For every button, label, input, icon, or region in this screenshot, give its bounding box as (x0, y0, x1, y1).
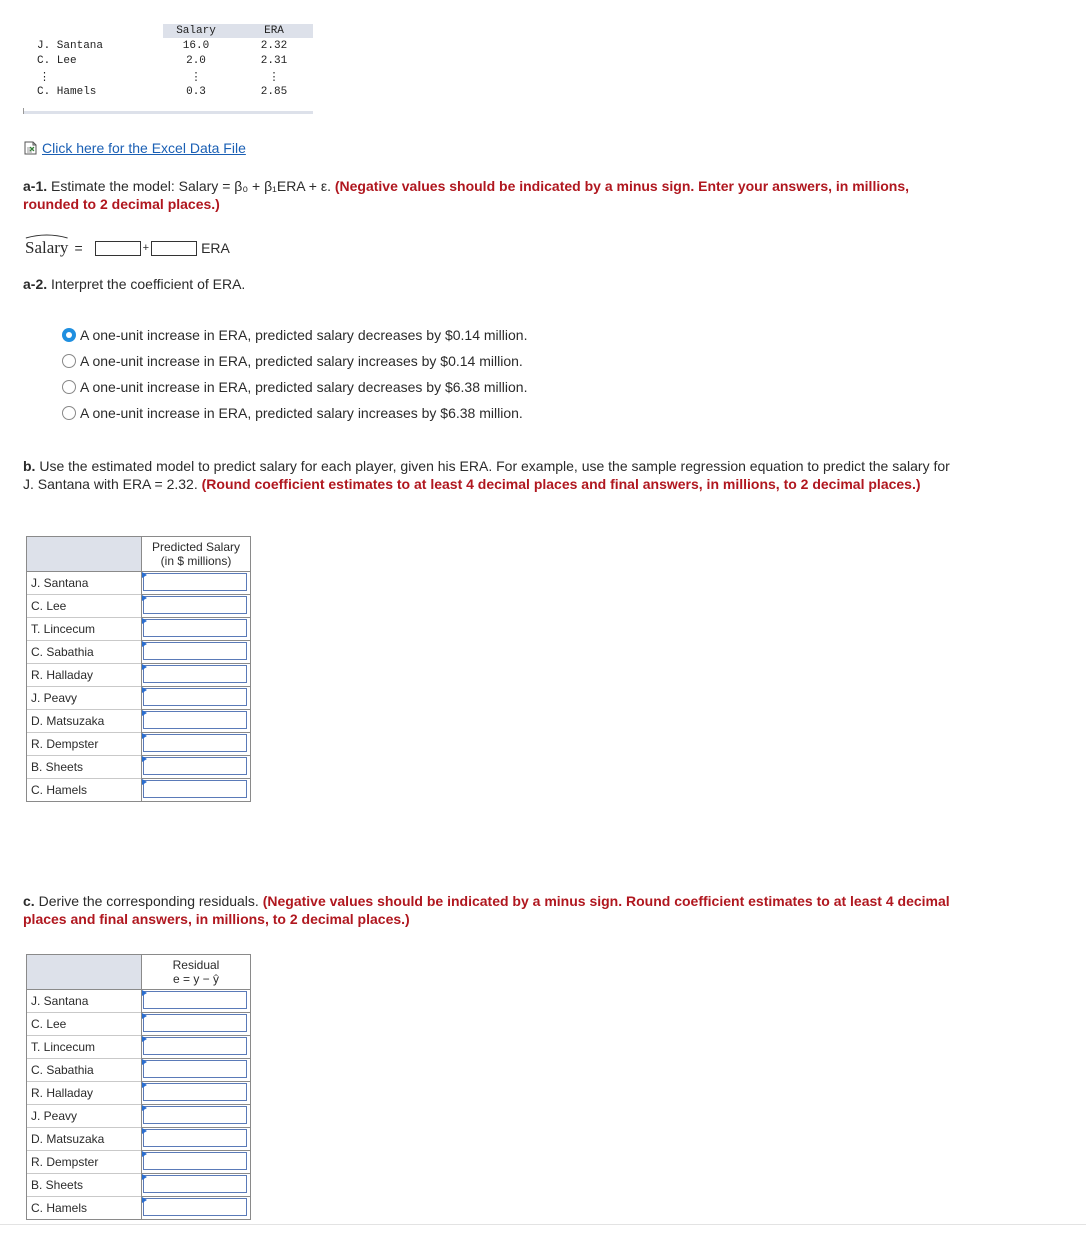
input-marker-icon (142, 990, 147, 996)
predicted-salary-cell (142, 572, 251, 595)
residual-row (27, 1082, 251, 1105)
question-c-label: c. (23, 893, 35, 909)
input-marker-icon (142, 1082, 147, 1088)
player-name: R. Halladay (27, 1082, 142, 1105)
predicted-salary-input[interactable] (143, 665, 247, 683)
predicted-salary-input[interactable] (143, 596, 247, 614)
data-table-row-ellipsis: ⋮ (190, 72, 202, 84)
input-marker-icon (142, 1036, 147, 1042)
radio-icon[interactable] (62, 354, 76, 368)
input-marker-icon (142, 641, 147, 647)
player-name: R. Dempster (27, 1151, 142, 1174)
residual-cell (142, 1036, 251, 1059)
excel-file-icon (24, 141, 38, 155)
radio-icon[interactable] (62, 406, 76, 420)
question-a2-label: a-2. (23, 276, 48, 292)
predicted-salary-cell (142, 618, 251, 641)
salary-hat-label (25, 238, 68, 258)
data-table-bottom-rule (23, 111, 313, 114)
answer-option[interactable] (62, 379, 527, 395)
predicted-salary-input[interactable] (143, 688, 247, 706)
residual-cell (142, 1151, 251, 1174)
residual-row (27, 1013, 251, 1036)
input-marker-icon (142, 572, 147, 578)
data-table-row-era: 2.85 (260, 86, 288, 98)
predicted-salary-row (27, 710, 251, 733)
era-label: ERA (201, 240, 230, 256)
residual-row (27, 1036, 251, 1059)
residual-header-line1: Residual (172, 958, 220, 972)
player-name: D. Matsuzaka (27, 1128, 142, 1151)
excel-data-link[interactable] (24, 140, 246, 156)
predicted-salary-input[interactable] (143, 619, 247, 637)
answer-option-text: A one-unit increase in ERA, predicted salary increases by $6.38 million. (80, 405, 523, 421)
predicted-salary-row (27, 572, 251, 595)
predicted-salary-cell (142, 687, 251, 710)
input-marker-icon (142, 1105, 147, 1111)
data-table-row-salary: 0.3 (186, 86, 206, 98)
predicted-salary-header-line1: Predicted Salary (151, 540, 241, 554)
input-marker-icon (142, 664, 147, 670)
predicted-salary-table (26, 536, 251, 802)
residual-input[interactable] (143, 1037, 247, 1055)
answer-option-text: A one-unit increase in ERA, predicted salary increases by $0.14 million. (80, 353, 523, 369)
residual-row (27, 1105, 251, 1128)
input-marker-icon (142, 1197, 147, 1203)
residual-row (27, 990, 251, 1013)
residual-input[interactable] (143, 1014, 247, 1032)
residual-header-line2: e = y − ŷ (172, 972, 220, 986)
input-marker-icon (142, 710, 147, 716)
input-marker-icon (142, 779, 147, 785)
input-marker-icon (142, 595, 147, 601)
data-table-row-name: J. Santana (37, 40, 104, 52)
question-a2-text: Interpret the coefficient of ERA. (51, 276, 246, 292)
question-c-text: Derive the corresponding residuals. (38, 893, 259, 909)
predicted-salary-input[interactable] (143, 780, 247, 798)
player-name: C. Lee (27, 595, 142, 618)
player-name: D. Matsuzaka (27, 710, 142, 733)
question-b (23, 457, 953, 493)
player-name: B. Sheets (27, 756, 142, 779)
residual-input[interactable] (143, 1106, 247, 1124)
input-marker-icon (142, 618, 147, 624)
predicted-salary-input[interactable] (143, 711, 247, 729)
table-corner-cell (27, 955, 142, 990)
predicted-salary-input[interactable] (143, 734, 247, 752)
residual-cell (142, 1105, 251, 1128)
residual-table (26, 954, 251, 1220)
question-b-instruction: (Round coefficient estimates to at least 4 decimal places and final answers, in millions, to 2 decimal places.) (201, 476, 921, 492)
player-name: C. Sabathia (27, 1059, 142, 1082)
predicted-salary-cell (142, 664, 251, 687)
residual-input[interactable] (143, 1198, 247, 1216)
predicted-salary-cell (142, 710, 251, 733)
player-name: J. Santana (27, 990, 142, 1013)
excel-link-text: Click here for the Excel Data File (42, 140, 246, 156)
predicted-salary-row (27, 641, 251, 664)
question-c (23, 892, 983, 928)
data-table-row-ellipsis: ⋮ (268, 72, 280, 84)
residual-input[interactable] (143, 1152, 247, 1170)
hat-icon (25, 233, 68, 239)
residual-row (27, 1197, 251, 1220)
data-table-row-ellipsis: ⋮ (39, 72, 50, 84)
data-table-row-salary: 16.0 (182, 40, 210, 52)
residual-row (27, 1128, 251, 1151)
input-marker-icon (142, 1013, 147, 1019)
player-name: C. Hamels (27, 779, 142, 802)
question-a1-instruction: (Negative values should be indicated by a minus sign. Enter your answers, in millions, rounded to 2 decimal places.) (23, 178, 910, 212)
predicted-salary-row (27, 779, 251, 802)
predicted-salary-header-line2: (in $ millions) (160, 554, 232, 568)
question-a1-text: Estimate the model: Salary = β₀ + β₁ERA + ε. (51, 178, 331, 194)
input-marker-icon (142, 1128, 147, 1134)
player-name: R. Dempster (27, 733, 142, 756)
predicted-salary-input[interactable] (143, 642, 247, 660)
player-name: T. Lincecum (27, 618, 142, 641)
player-name: C. Hamels (27, 1197, 142, 1220)
salary-label-text: Salary (25, 238, 69, 257)
answer-option[interactable] (62, 353, 523, 369)
residual-cell (142, 1082, 251, 1105)
player-name: J. Peavy (27, 687, 142, 710)
answer-option[interactable] (62, 327, 527, 343)
data-table-row-era: 2.31 (260, 55, 288, 67)
player-name: C. Lee (27, 1013, 142, 1036)
predicted-salary-row (27, 687, 251, 710)
residual-input[interactable] (143, 991, 247, 1009)
predicted-salary-cell (142, 641, 251, 664)
residual-cell (142, 1174, 251, 1197)
predicted-salary-row (27, 595, 251, 618)
player-name: R. Halladay (27, 664, 142, 687)
predicted-salary-row (27, 733, 251, 756)
residual-cell (142, 1197, 251, 1220)
data-table-row-salary: 2.0 (186, 55, 206, 67)
predicted-salary-input[interactable] (143, 757, 247, 775)
data-table-row-name: C. Hamels (37, 86, 97, 98)
predicted-salary-cell (142, 595, 251, 618)
answer-option-text: A one-unit increase in ERA, predicted salary decreases by $6.38 million. (80, 379, 528, 395)
player-name: J. Santana (27, 572, 142, 595)
residual-input[interactable] (143, 1083, 247, 1101)
input-marker-icon (142, 1174, 147, 1180)
player-name: T. Lincecum (27, 1036, 142, 1059)
input-marker-icon (142, 733, 147, 739)
intercept-input[interactable] (95, 241, 141, 256)
answer-option-text: A one-unit increase in ERA, predicted salary decreases by $0.14 million. (80, 327, 528, 343)
predicted-salary-input[interactable] (143, 573, 247, 591)
data-table-corner-tick (23, 108, 24, 114)
data-table-header-salary: Salary (176, 25, 216, 37)
equals-sign: = (74, 240, 83, 256)
predicted-salary-row (27, 664, 251, 687)
question-b-text: Use the estimated model to predict salary for each player, given his ERA. For example, use the sample regression equation to predict the salary for J. Santana with ERA = 2.32. (23, 458, 950, 492)
page-bottom-divider (0, 1224, 1086, 1225)
input-marker-icon (142, 1151, 147, 1157)
residual-cell (142, 1059, 251, 1082)
era-coefficient-input[interactable] (151, 241, 197, 256)
answer-option[interactable] (62, 405, 523, 421)
predicted-salary-cell (142, 779, 251, 802)
residual-cell (142, 1128, 251, 1151)
question-a2 (23, 275, 245, 293)
question-c-instruction: (Negative values should be indicated by a minus sign. Round coefficient estimates to at least 4 decimal places and final answers, in millions, to 2 decimal places.) (23, 893, 950, 927)
radio-icon[interactable] (62, 380, 76, 394)
predicted-salary-cell (142, 733, 251, 756)
player-name: C. Sabathia (27, 641, 142, 664)
predicted-salary-header (142, 537, 251, 572)
input-marker-icon (142, 756, 147, 762)
residual-input[interactable] (143, 1129, 247, 1147)
residual-input[interactable] (143, 1175, 247, 1193)
data-table (23, 24, 313, 114)
radio-selected-icon[interactable] (62, 328, 76, 342)
residual-row (27, 1174, 251, 1197)
predicted-salary-row (27, 618, 251, 641)
predicted-salary-cell (142, 756, 251, 779)
residual-cell (142, 990, 251, 1013)
data-table-row-era: 2.32 (260, 40, 288, 52)
predicted-salary-row (27, 756, 251, 779)
plus-sign: + (142, 242, 150, 254)
input-marker-icon (142, 1059, 147, 1065)
residual-row (27, 1059, 251, 1082)
residual-cell (142, 1013, 251, 1036)
player-name: J. Peavy (27, 1105, 142, 1128)
regression-equation (25, 236, 230, 260)
question-a1 (23, 177, 953, 213)
data-table-row-name: C. Lee (37, 55, 77, 67)
question-b-label: b. (23, 458, 36, 474)
question-a1-label: a-1. (23, 178, 48, 194)
residual-input[interactable] (143, 1060, 247, 1078)
residual-header (142, 955, 251, 990)
player-name: B. Sheets (27, 1174, 142, 1197)
data-table-header-era: ERA (264, 25, 284, 37)
table-corner-cell (27, 537, 142, 572)
residual-row (27, 1151, 251, 1174)
input-marker-icon (142, 687, 147, 693)
